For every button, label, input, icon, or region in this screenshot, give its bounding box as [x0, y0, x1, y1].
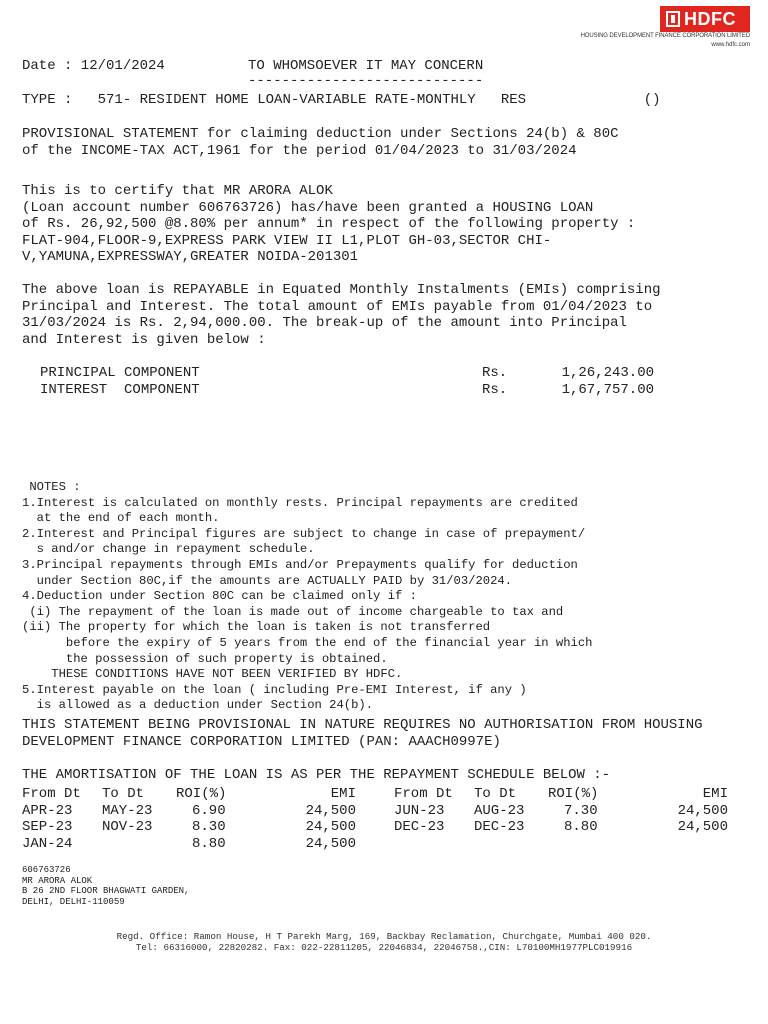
principal-label: PRINCIPAL COMPONENT — [40, 365, 200, 381]
note-line: (ii) The property for which the loan is taken is not transferred — [22, 620, 491, 635]
table-cell: JAN-24 — [22, 835, 73, 852]
repayable-line: The above loan is REPAYABLE in Equated Monthly Instalments (EMIs) comprising — [22, 282, 661, 298]
table-cell: 24,500 — [305, 819, 356, 836]
table-cell: 24,500 — [677, 819, 728, 836]
table-row — [22, 836, 728, 853]
table-cell — [102, 836, 176, 853]
footer-line: Regd. Office: Ramon House, H T Parekh Marg, 169, Backbay Reclamation, Churchgate, Mumbai 400 020. — [116, 931, 652, 942]
footer-line: Tel: 66316000, 22820282. Fax: 022-22811205, 22046834, 22046758.,CIN: L70100MH1977PLC019916 — [135, 942, 633, 953]
principal-amount: 1,26,243.00 — [561, 365, 654, 381]
note-line: the possession of such property is obtained. — [22, 651, 388, 666]
table-cell: 24,500 — [305, 802, 356, 819]
hdfc-logo-mark-icon — [666, 11, 680, 27]
note-line: under Section 80C,if the amounts are ACTUALLY PAID by 31/03/2024. — [22, 573, 513, 588]
repayable-line: Principal and Interest. The total amount of EMIs payable from 01/04/2023 to — [22, 298, 653, 315]
intro-line: of the INCOME-TAX ACT,1961 for the period 01/04/2023 to 31/03/2024 — [22, 142, 577, 159]
intro-line: PROVISIONAL STATEMENT for claiming deduction under Sections 24(b) & 80C — [22, 126, 619, 142]
certify-line: of Rs. 26,92,500 @8.80% per annum* in respect of the following property : — [22, 216, 636, 232]
provisional-line: DEVELOPMENT FINANCE CORPORATION LIMITED (PAN: AAACH0997E) — [22, 733, 501, 750]
address-line: B 26 2ND FLOOR BHAGWATI GARDEN, — [22, 886, 190, 896]
table-cell: DEC-23 — [474, 819, 525, 836]
table-cell — [548, 836, 608, 853]
column-header: EMI — [330, 786, 356, 803]
logo-url: www.hdfc.com — [711, 42, 750, 48]
table-cell: NOV-23 — [102, 819, 153, 836]
table-row — [22, 803, 728, 820]
column-header: To Dt — [102, 786, 145, 803]
column-header: EMI — [702, 786, 728, 803]
table-cell — [608, 836, 728, 853]
table-cell: 24,500 — [677, 802, 728, 819]
interest-amount: 1,67,757.00 — [561, 381, 654, 398]
note-line: (i) The repayment of the loan is made out of income chargeable to tax and — [22, 604, 564, 619]
address-line: 606763726 — [22, 865, 71, 875]
logo-subtitle: HOUSING DEVELOPMENT FINANCE CORPORATION LIMITED — [580, 33, 750, 39]
interest-currency: Rs. — [482, 381, 508, 398]
table-header-row — [22, 786, 728, 803]
table-cell — [474, 836, 548, 853]
table-cell: 8.80 — [564, 819, 598, 836]
address-line: DELHI, DELHI-110059 — [22, 896, 125, 907]
note-line: 4.Deduction under Section 80C can be claimed only if : — [22, 589, 417, 604]
column-header: ROI(%) — [176, 786, 227, 803]
note-line: s and/or change in repayment schedule. — [22, 542, 315, 557]
table-row — [22, 819, 728, 836]
note-line: 3.Principal repayments through EMIs and/or Prepayments qualify for deduction — [22, 558, 578, 572]
provisional-line: THIS STATEMENT BEING PROVISIONAL IN NATURE REQUIRES NO AUTHORISATION FROM HOUSING — [22, 717, 703, 733]
date-line: Date : 12/01/2024 — [22, 58, 165, 74]
note-line: THESE CONDITIONS HAVE NOT BEEN VERIFIED BY HDFC. — [22, 667, 403, 682]
logo-brand: HDFC — [684, 9, 736, 29]
note-line: before the expiry of 5 years from the end of the financial year in which — [22, 636, 593, 650]
table-cell: AUG-23 — [474, 802, 525, 819]
repayable-line: 31/03/2024 is Rs. 2,94,000.00. The break-up of the amount into Principal — [22, 315, 627, 331]
table-cell: DEC-23 — [394, 819, 445, 836]
table-cell: 24,500 — [305, 835, 356, 852]
notes-heading: NOTES : — [22, 480, 81, 494]
table-cell — [394, 836, 474, 853]
table-cell: SEP-23 — [22, 819, 73, 836]
concern-heading: TO WHOMSOEVER IT MAY CONCERN — [248, 58, 484, 74]
table-cell: 6.90 — [192, 802, 226, 819]
certify-line: This is to certify that MR ARORA ALOK — [22, 183, 333, 199]
table-cell: 8.30 — [192, 819, 226, 836]
column-header: From Dt — [22, 786, 81, 803]
address-line: MR ARORA ALOK — [22, 875, 93, 886]
principal-currency: Rs. — [482, 365, 508, 381]
note-line: 1.Interest is calculated on monthly rests. Principal repayments are credited — [22, 495, 578, 510]
note-line: 5.Interest payable on the loan ( including Pre-EMI Interest, if any ) — [22, 682, 527, 697]
table-cell: 7.30 — [564, 802, 598, 819]
loan-type-line: TYPE : 571- RESIDENT HOME LOAN-VARIABLE RATE-MONTHLY RES () — [22, 92, 661, 108]
repayable-line: and Interest is given below : — [22, 331, 266, 348]
column-header: To Dt — [474, 786, 517, 803]
certify-line: FLAT-904,FLOOR-9,EXPRESS PARK VIEW II L1,PLOT GH-03,SECTOR CHI- — [22, 232, 552, 249]
concern-underline: ---------------------------- — [248, 73, 484, 89]
amortisation-table — [22, 786, 728, 852]
table-cell: MAY-23 — [102, 802, 153, 819]
table-cell: JUN-23 — [394, 802, 445, 819]
interest-label: INTEREST COMPONENT — [40, 381, 200, 398]
note-line: at the end of each month. — [22, 511, 220, 526]
certify-line: (Loan account number 606763726) has/have been granted a HOUSING LOAN — [22, 199, 594, 216]
note-line: 2.Interest and Principal figures are subject to change in case of prepayment/ — [22, 526, 586, 541]
table-cell: APR-23 — [22, 802, 73, 819]
hdfc-logo — [660, 6, 750, 32]
table-cell: 8.80 — [192, 835, 226, 852]
column-header: ROI(%) — [548, 786, 599, 803]
note-line: is allowed as a deduction under Section 24(b). — [22, 698, 374, 713]
column-header: From Dt — [394, 786, 453, 803]
certify-line: V,YAMUNA,EXPRESSWAY,GREATER NOIDA-201301 — [22, 249, 359, 265]
amortisation-heading: THE AMORTISATION OF THE LOAN IS AS PER THE REPAYMENT SCHEDULE BELOW :- — [22, 767, 611, 783]
